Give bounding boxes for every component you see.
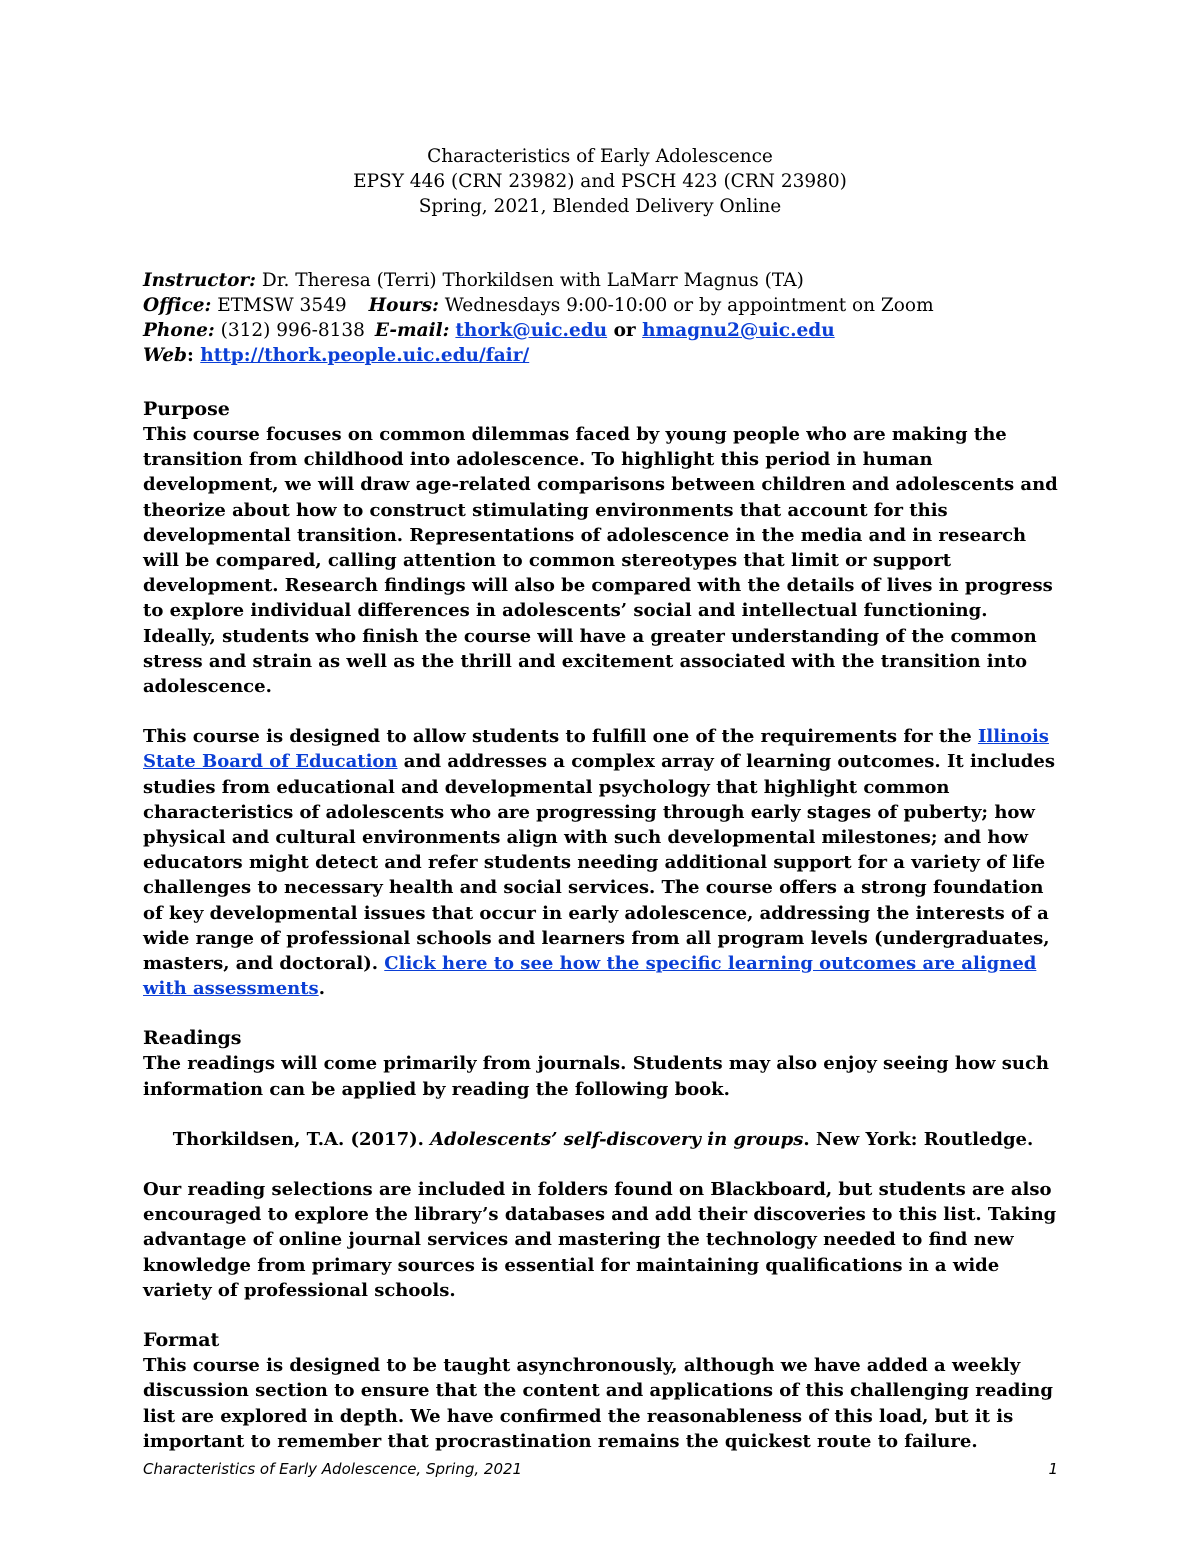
- title-block: [0, 144, 1200, 219]
- page-footer: [143, 1460, 1058, 1478]
- contact-info: [143, 268, 1063, 368]
- web-link[interactable]: http://thork.people.uic.edu/fair/: [200, 345, 530, 366]
- format-paragraph: This course is designed to be taught asynchronously, although we have added a weekly discussion section to ensure that the content and applications of this challenging reading list are explored in depth. We have confirmed the reasonableness of this load, but it is important to remember that procrastination remains the quickest route to failure.: [143, 1355, 1053, 1452]
- course-term: Spring, 2021, Blended Delivery Online: [418, 196, 782, 217]
- email-label: E-mail:: [374, 320, 450, 341]
- purpose-p2-end: .: [318, 978, 325, 1000]
- hours-label: Hours:: [368, 295, 439, 316]
- book-citation: [143, 1127, 1063, 1152]
- readings-paragraph-2: Our reading selections are included in folders found on Blackboard, but students are also encouraged to explore the library’s databases and add their discoveries to this list. Taking advantage of online journal services and mastering the technology needed to find new knowledge from primary sources is essential for maintaining qualifications in a wide variety of professional schools.: [143, 1179, 1057, 1301]
- course-numbers: EPSY 446 (CRN 23982) and PSCH 423 (CRN 23980): [353, 171, 847, 192]
- readings-heading: Readings: [143, 1027, 242, 1050]
- email-link-1[interactable]: thork@uic.edu: [455, 320, 608, 341]
- email-or: or: [607, 320, 643, 341]
- purpose-p2-middle: and addresses a complex array of learning outcomes. It includes studies from educational and developmental psychology that highlight common characteristics of adolescents who are progressing through early stages of puberty; how physical and cultural environments align with such developmental milestones; and how educators might detect and refer students needing additional support for a variety of life challenges to necessary health and social services. The course offers a strong foundation of key developmental issues that occur in early adolescence, addressing the interests of a wide range of professional schools and learners from all program levels (undergraduates, masters, and doctoral).: [143, 751, 1055, 975]
- office-line: [143, 293, 1063, 318]
- course-title: Characteristics of Early Adolescence: [427, 146, 773, 167]
- email-link-2[interactable]: hmagnu2@uic.edu: [642, 320, 835, 341]
- office-value: ETMSW 3549: [211, 295, 347, 316]
- format-heading: Format: [143, 1329, 220, 1352]
- web-colon: :: [186, 345, 201, 366]
- isbe-link[interactable]: Illinois State Board of Education: [143, 726, 1049, 773]
- instructor-line: [143, 268, 1063, 293]
- web-label: Web: [143, 345, 187, 366]
- outcomes-link[interactable]: Click here to see how the specific learning outcomes are aligned with assessments: [143, 953, 1037, 1000]
- instructor-label: Instructor:: [143, 270, 256, 291]
- footer-text: Characteristics of Early Adolescence, Spring, 2021: [143, 1460, 523, 1478]
- main-content: [143, 397, 1063, 1479]
- purpose-p2-start: This course is designed to allow students to fulfill one of the requirements for the: [143, 726, 978, 748]
- web-line: [143, 343, 1063, 368]
- instructor-value: Dr. Theresa (Terri) Thorkildsen with LaMarr Magnus (TA): [256, 270, 804, 291]
- hours-value: Wednesdays 9:00-10:00 or by appointment on Zoom: [438, 295, 934, 316]
- purpose-paragraph-2: [143, 724, 1063, 1001]
- readings-paragraph-1: The readings will come primarily from journals. Students may also enjoy seeing how such information can be applied by reading the following book.: [143, 1053, 1049, 1100]
- phone-label: Phone:: [143, 320, 215, 341]
- citation-title: Adolescents’ self-discovery in groups: [430, 1128, 804, 1150]
- phone-value: (312) 996-8138: [214, 320, 365, 341]
- purpose-heading: Purpose: [143, 398, 230, 420]
- office-label: Office:: [143, 295, 212, 316]
- phone-line: [143, 318, 1063, 343]
- citation-author: Thorkildsen, T.A. (2017).: [172, 1128, 431, 1150]
- page-number: 1: [1048, 1460, 1058, 1478]
- purpose-paragraph-1: This course focuses on common dilemmas faced by young people who are making the transition from childhood into adolescence. To highlight this period in human development, we will draw age-related comparisons between children and adolescents and theorize about how to construct stimulating environments that account for this developmental transition. Representations of adolescence in the media and in research will be compared, calling attention to common stereotypes that limit or support development. Research findings will also be compared with the details of lives in progress to explore individual differences in adolescents’ social and intellectual functioning. Ideally, students who finish the course will have a greater understanding of the common stress and strain as well as the thrill and excitement associated with the transition into adolescence.: [143, 424, 1058, 698]
- citation-publisher: . New York: Routledge.: [803, 1128, 1034, 1150]
